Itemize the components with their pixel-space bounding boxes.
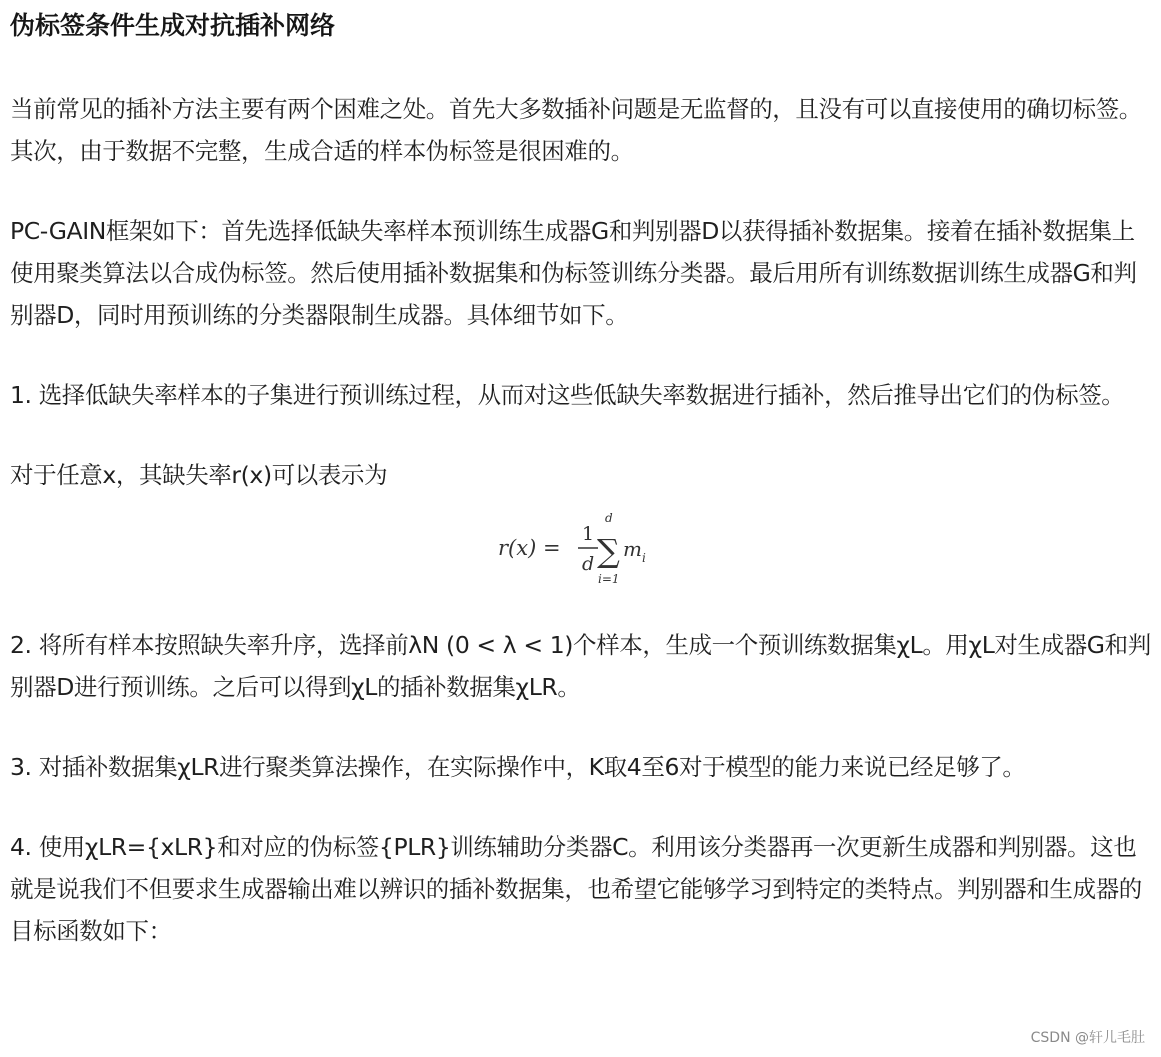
formula-lhs: r(x) = xyxy=(498,536,561,560)
paragraph-step-1: 1. 选择低缺失率样本的子集进行预训练过程，从而对这些低缺失率数据进行插补，然后推导出它们的伪标签。 xyxy=(10,381,1125,409)
article xyxy=(10,0,1151,952)
paragraph-step-4: 4. 使用χLR={xLR}和对应的伪标签{PLR}训练辅助分类器C。利用该分类器再一次更新生成器和判别器。这也就是说我们不但要求生成器输出难以辨识的插补数据集，也希望它能够学习到特定的类特点。判别器和生成器的目标函数如下： xyxy=(10,833,1142,945)
formula-fraction-denominator: d xyxy=(582,553,595,575)
missing-rate-formula xyxy=(498,508,678,588)
formula-term-subscript: i xyxy=(642,551,646,565)
paragraph-difficulties: 当前常见的插补方法主要有两个困难之处。首先大多数插补问题是无监督的，且没有可以直接使用的确切标签。其次，由于数据不完整，生成合适的样本伪标签是很困难的。 xyxy=(10,95,1142,165)
formula-fraction-numerator: 1 xyxy=(582,523,595,545)
paragraph-step-2: 2. 将所有样本按照缺失率升序，选择前λN (0 < λ < 1)个样本，生成一个预训练数据集χL。用χL对生成器G和判别器D进行预训练。之后可以得到χL的插补数据集χLR。 xyxy=(10,631,1151,701)
formula-sum-lower: i=1 xyxy=(598,572,620,586)
paragraph-step-3: 3. 对插补数据集χLR进行聚类算法操作，在实际操作中，K取4至6对于模型的能力来说已经足够了。 xyxy=(10,753,1026,781)
formula-block xyxy=(10,496,1151,606)
article-title: 伪标签条件生成对抗插补网络 xyxy=(10,11,336,40)
formula-term: m xyxy=(623,537,642,561)
formula-sum-upper: d xyxy=(605,511,613,525)
csdn-watermark: CSDN @轩儿毛肚 xyxy=(1030,1030,1145,1046)
paragraph-framework: PC-GAIN框架如下：首先选择低缺失率样本预训练生成器G和判别器D以获得插补数据集。接着在插补数据集上使用聚类算法以合成伪标签。然后使用插补数据集和伪标签训练分类器。最后用所有训练数据训练生成器G和判别器D，同时用预训练的分类器限制生成器。具体细节如下。 xyxy=(10,217,1137,329)
paragraph-missing-rate-intro: 对于任意x，其缺失率r(x)可以表示为 xyxy=(10,461,388,489)
formula-sum-sign: ∑ xyxy=(597,532,620,570)
